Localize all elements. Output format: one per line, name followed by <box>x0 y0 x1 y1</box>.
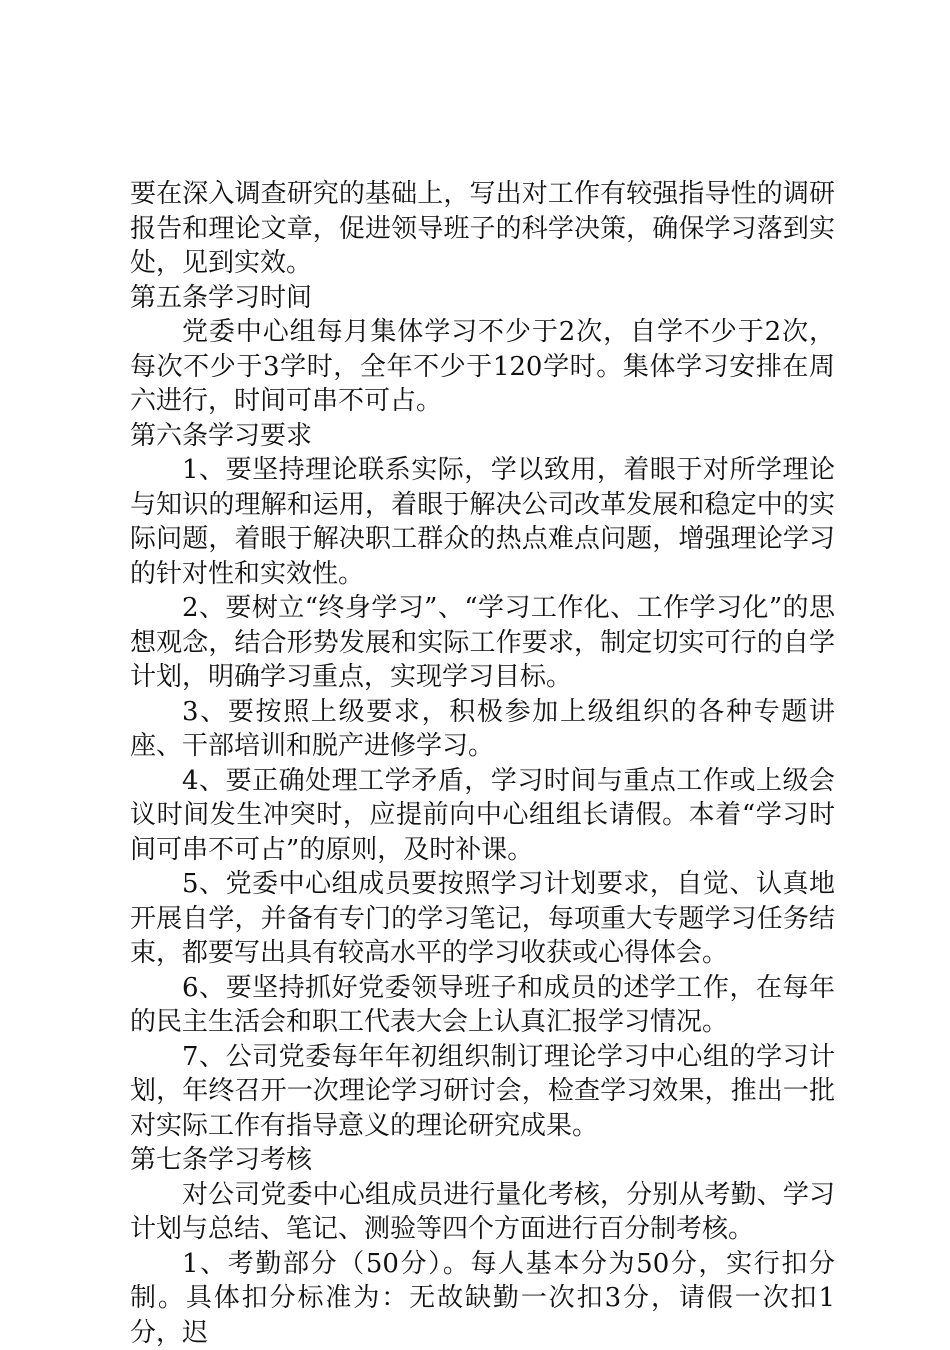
paragraph-assessment-intro: 对公司党委中心组成员进行量化考核，分别从考勤、学习计划与总结、笔记、测验等四个方面进行百分制考核。 <box>130 1178 835 1247</box>
requirement-item-6: 6、要坚持抓好党委领导班子和成员的述学工作，在每年的民主生活会和职工代表大会上认真汇报学习情况。 <box>130 971 835 1040</box>
requirement-item-2: 2、要树立“终身学习”、“学习工作化、工作学习化”的思想观念，结合形势发展和实际工作要求，制定切实可行的自学计划，明确学习重点，实现学习目标。 <box>130 591 835 695</box>
section-heading-study-assessment: 第七条学习考核 <box>130 1143 835 1178</box>
section-heading-study-time: 第五条学习时间 <box>130 281 835 316</box>
requirement-item-1: 1、要坚持理论联系实际，学以致用，着眼于对所学理论与知识的理解和运用，着眼于解决公司改革发展和稳定中的实际问题，着眼于解决职工群众的热点难点问题，增强理论学习的针对性和实效性。 <box>130 453 835 591</box>
paragraph-study-time: 党委中心组每月集体学习不少于2次，自学不少于2次，每次不少于3学时，全年不少于120学时。集体学习安排在周六进行，时间可串不可占。 <box>130 315 835 419</box>
section-heading-study-requirements: 第六条学习要求 <box>130 419 835 454</box>
requirement-item-7: 7、公司党委每年年初组织制订理论学习中心组的学习计划，年终召开一次理论学习研讨会，检查学习效果，推出一批对实际工作有指导意义的理论研究成果。 <box>130 1040 835 1144</box>
requirement-item-4: 4、要正确处理工学矛盾，学习时间与重点工作或上级会议时间发生冲突时，应提前向中心组组长请假。本着“学习时间可串不可占”的原则，及时补课。 <box>130 764 835 868</box>
assessment-item-1: 1、考勤部分（50分）。每人基本分为50分，实行扣分制。具体扣分标准为：无故缺勤一次扣3分，请假一次扣1分，迟 <box>130 1247 835 1350</box>
requirement-item-3: 3、要按照上级要求，积极参加上级组织的各种专题讲座、干部培训和脱产进修学习。 <box>130 695 835 764</box>
paragraph-continuation: 要在深入调查研究的基础上，写出对工作有较强指导性的调研报告和理论文章，促进领导班子的科学决策，确保学习落到实处，见到实效。 <box>130 177 835 281</box>
requirement-item-5: 5、党委中心组成员要按照学习计划要求，自觉、认真地开展自学，并备有专门的学习笔记，每项重大专题学习任务结束，都要写出具有较高水平的学习收获或心得体会。 <box>130 867 835 971</box>
document-body <box>130 177 835 1350</box>
